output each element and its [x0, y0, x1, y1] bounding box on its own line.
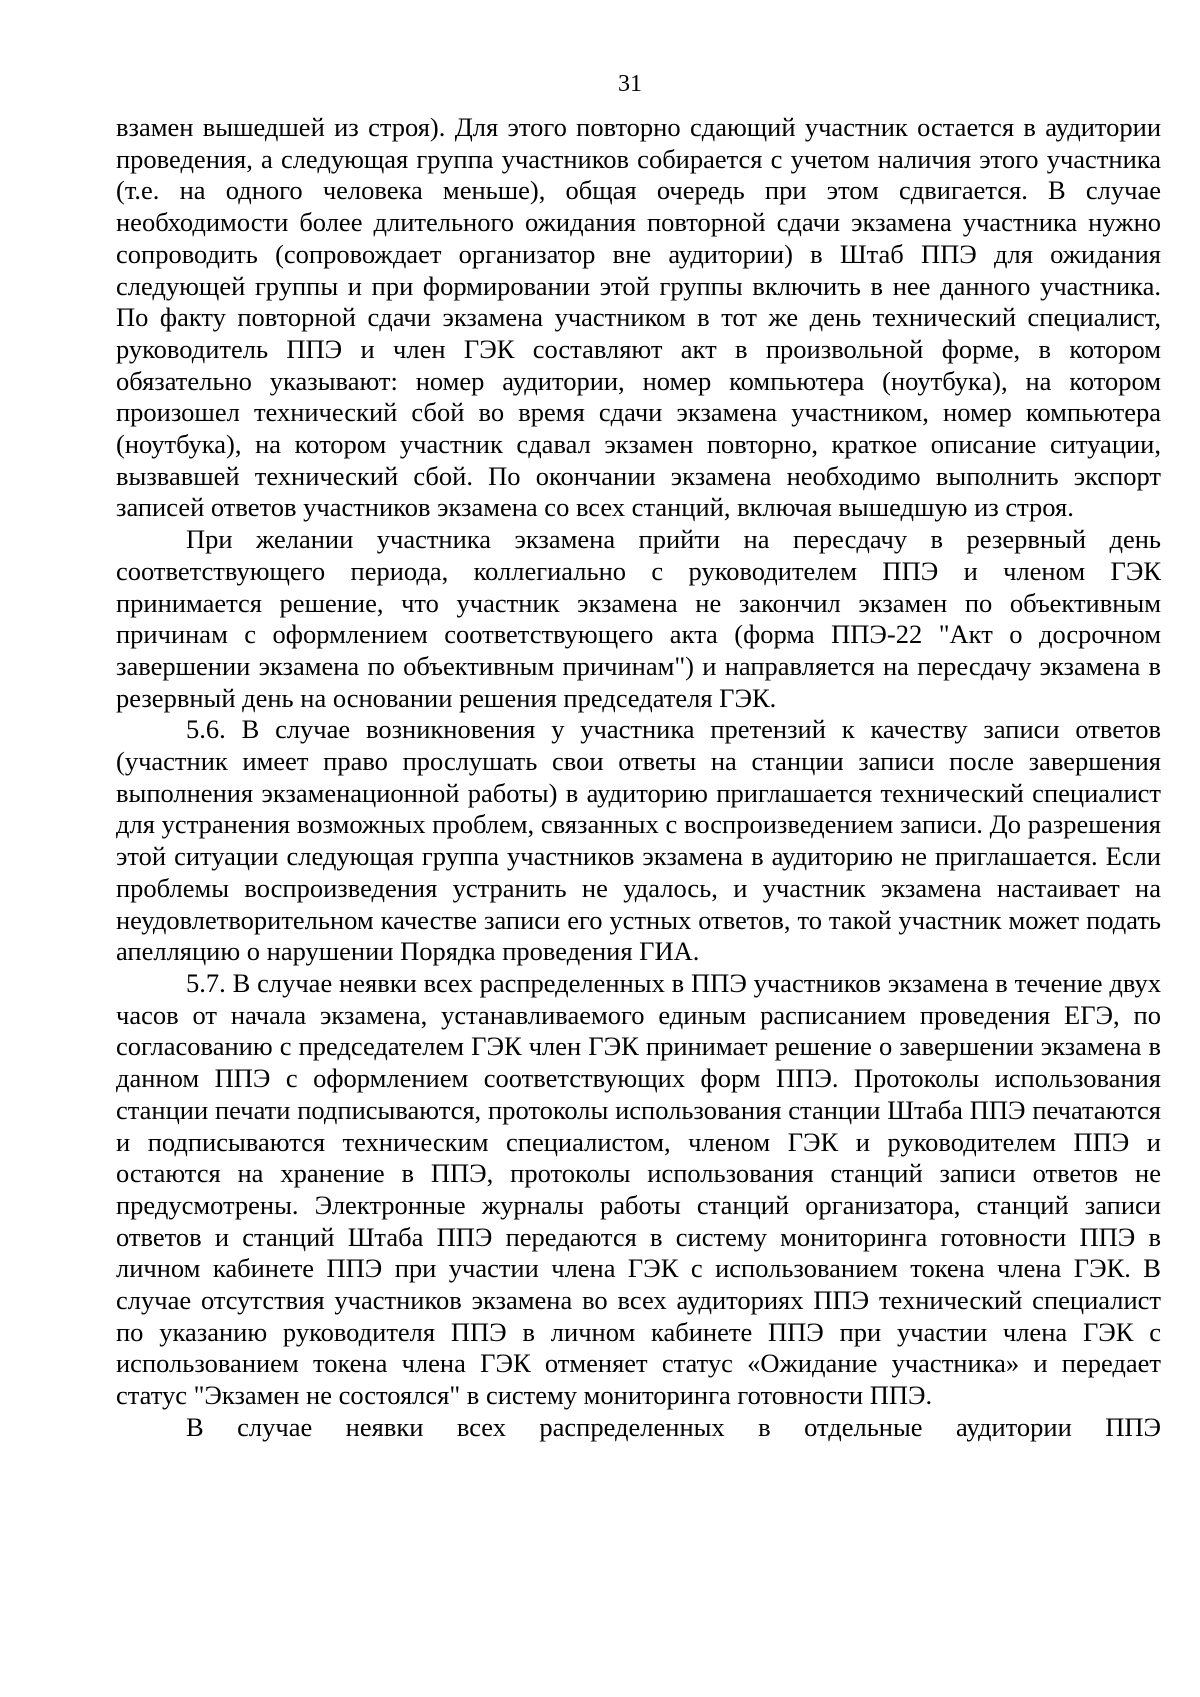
page-number: 31	[618, 71, 642, 97]
paragraph-reserve-day: При желании участника экзамена прийти на пересдачу в резервный день соответствующего периода, коллегиально с руководителем ППЭ и членом ГЭК принимается решение, что участник экзамена не закончил экзамен по объективным причинам с оформлением соответствующего акта (форма ППЭ-22 "Акт о досрочном завершении экзамена по объективным причинам") и направляется на пересдачу экзамена в резервный день на основании решения председателя ГЭК.	[116, 524, 1161, 713]
paragraph-continuation: взамен вышедшей из строя). Для этого повторно сдающий участник остается в аудитории проведения, а следующая группа участников собирается с учетом наличия этого участника (т.е. на одного человека меньше), общая очередь при этом сдвигается. В случае необходимости более длительного ожидания повторной сдачи экзамена участника нужно сопроводить (сопровождает организатор вне аудитории) в Штаб ППЭ для ожидания следующей группы и при формировании этой группы включить в нее данного участника. По факту повторной сдачи экзамена участником в тот же день технический специалист, руководитель ППЭ и член ГЭК составляют акт в произвольной форме, в котором обязательно указывают: номер аудитории, номер компьютера (ноутбука), на котором произошел технический сбой во время сдачи экзамена участником, номер компьютера (ноутбука), на котором участник сдавал экзамен повторно, краткое описание ситуации, вызвавшей технический сбой. По окончании экзамена необходимо выполнить экспорт записей ответов участников экзамена со всех станций, включая вышедшую из строя.	[116, 112, 1161, 523]
paragraph-absence: В случае неявки всех распределенных в отдельные аудитории ППЭ	[186, 1411, 1161, 1442]
document-body	[116, 112, 1161, 1444]
paragraph-5-6: 5.6. В случае возникновения у участника претензий к качеству записи ответов (участник имеет право прослушать свои ответы на станции записи после завершения выполнения экзаменационной работы) в аудиторию приглашается технический специалист для устранения возможных проблем, связанных с воспроизведением записи. До разрешения этой ситуации следующая группа участников экзамена в аудиторию не приглашается. Если проблемы воспроизведения устранить не удалось, и участник экзамена настаивает на неудовлетворительном качестве записи его устных ответов, то такой участник может подать апелляцию о нарушении Порядка проведения ГИА.	[116, 714, 1161, 967]
paragraph-5-7: 5.7. В случае неявки всех распределенных в ППЭ участников экзамена в течение двух часов от начала экзамена, устанавливаемого единым расписанием проведения ЕГЭ, по согласованию с председателем ГЭК член ГЭК принимает решение о завершении экзамена в данном ППЭ с оформлением соответствующих форм ППЭ. Протоколы использования станции печати подписываются, протоколы использования станции Штаба ППЭ печатаются и подписываются техническим специалистом, членом ГЭК и руководителем ППЭ и остаются на хранение в ППЭ, протоколы использования станций записи ответов не предусмотрены. Электронные журналы работы станций организатора, станций записи ответов и станций Штаба ППЭ передаются в систему мониторинга готовности ППЭ в личном кабинете ППЭ при участии члена ГЭК с использованием токена члена ГЭК. В случае отсутствия участников экзамена во всех аудиториях ППЭ технический специалист по указанию руководителя ППЭ в личном кабинете ППЭ при участии члена ГЭК с использованием токена члена ГЭК отменяет статус «Ожидание участника» и передает статус "Экзамен не состоялся" в систему мониторинга готовности ППЭ.	[116, 967, 1161, 1411]
